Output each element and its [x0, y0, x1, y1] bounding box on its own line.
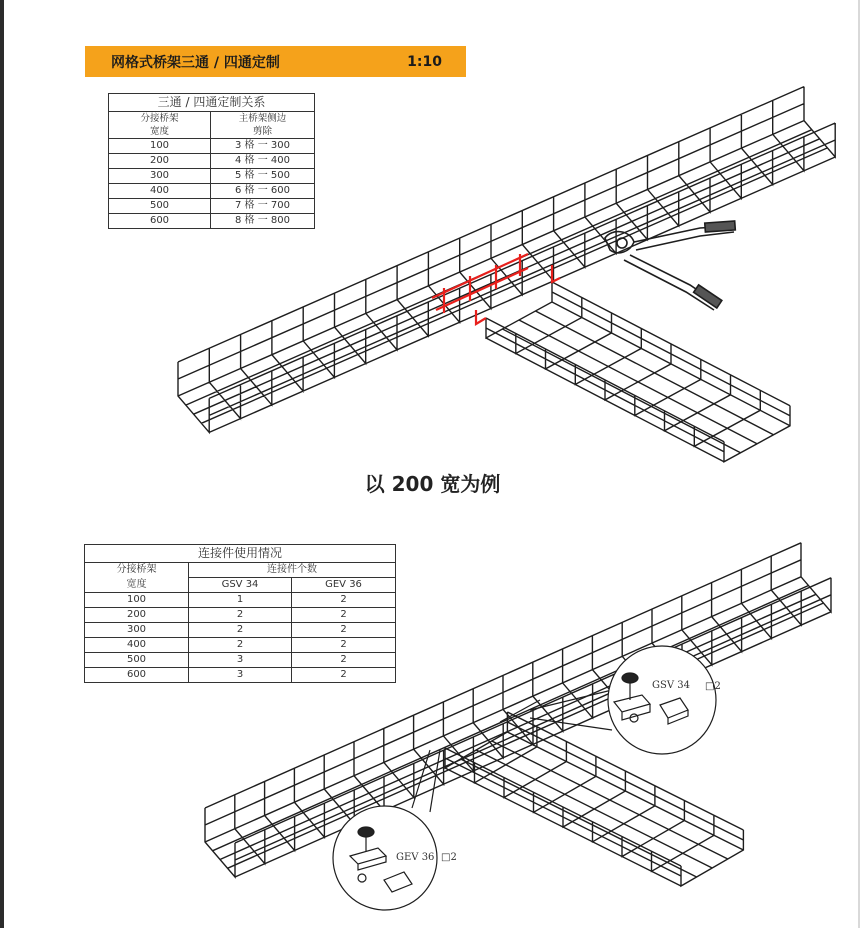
- connector-table-col1-header: 分接桥架: [85, 563, 189, 578]
- scale-label: 1:10: [407, 53, 442, 70]
- cell: 2: [292, 638, 396, 653]
- cell: 300: [85, 623, 189, 638]
- cell: 2: [292, 608, 396, 623]
- cut-table-col2-header-2: 剪除: [211, 125, 315, 139]
- cell: 3 格 一 300: [211, 139, 315, 154]
- cell: 1: [189, 593, 292, 608]
- cell: 400: [85, 638, 189, 653]
- connector-table-col1-header-2: 宽度: [85, 578, 189, 593]
- connector-table-col3-header: GEV 36: [292, 578, 396, 593]
- cut-table-col1-header-2: 宽度: [109, 125, 211, 139]
- cell: 7 格 一 700: [211, 199, 315, 214]
- connector-table-group-header: 连接件个数: [189, 563, 396, 578]
- connector-table-caption: 连接件使用情况: [85, 545, 396, 563]
- cell: 500: [85, 653, 189, 668]
- cell: 100: [85, 593, 189, 608]
- section-title: 网格式桥架三通 / 四通定制: [111, 54, 280, 71]
- cell: 500: [109, 199, 211, 214]
- cell: 300: [109, 169, 211, 184]
- gev-qty: □2: [441, 852, 457, 863]
- cell: 2: [292, 593, 396, 608]
- example-caption: 以 200 宽为例: [364, 472, 501, 496]
- cell: 200: [109, 154, 211, 169]
- cell: 8 格 一 800: [211, 214, 315, 229]
- cell: 5 格 一 500: [211, 169, 315, 184]
- cell: 600: [109, 214, 211, 229]
- cell: 2: [292, 668, 396, 683]
- cut-table-caption: 三通 / 四通定制关系: [109, 94, 315, 112]
- cell: 3: [189, 653, 292, 668]
- cell: 4 格 一 400: [211, 154, 315, 169]
- gsv-label: GSV 34: [652, 680, 690, 691]
- cut-table-col2-header: 主桥架侧边: [211, 112, 315, 126]
- cell: 200: [85, 608, 189, 623]
- cell: 400: [109, 184, 211, 199]
- main-tray-top: [178, 87, 835, 433]
- cell: 2: [292, 623, 396, 638]
- bolt-cutter-tool: [605, 221, 735, 310]
- cell: 2: [189, 638, 292, 653]
- cut-table-col1-header: 分接桥架: [109, 112, 211, 126]
- cell: 2: [189, 608, 292, 623]
- cell: 2: [292, 653, 396, 668]
- connector-table-col2-header: GSV 34: [189, 578, 292, 593]
- cell: 2: [189, 623, 292, 638]
- branch-tray-top: [486, 282, 790, 462]
- cell: 3: [189, 668, 292, 683]
- gsv-qty: □2: [705, 681, 721, 692]
- gev-label: GEV 36: [396, 852, 435, 863]
- cell: 100: [109, 139, 211, 154]
- cell: 600: [85, 668, 189, 683]
- cell: 6 格 一 600: [211, 184, 315, 199]
